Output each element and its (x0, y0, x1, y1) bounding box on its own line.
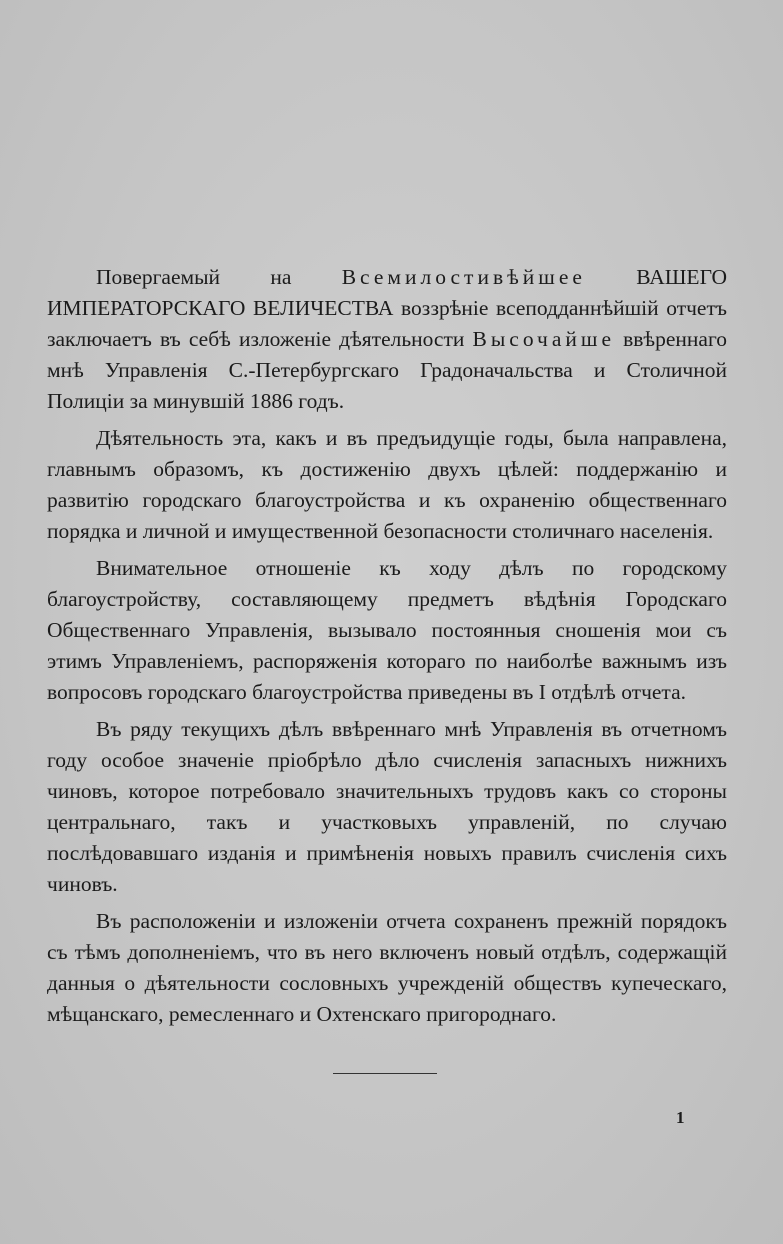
spaced-text-run: Всемилостивѣйшее (341, 265, 586, 289)
text-run: ВАШЕГО ИМПЕРАТОРСКАГО ВЕЛИЧЕСТВА воззрѣніе всеподданнѣйшій отчетъ заключаетъ въ себѣ изложеніе дѣятельности (47, 265, 727, 351)
text-run: Внимательное отношеніе къ ходу дѣлъ по городскому благоустройству, составляющему предметъ вѣдѣнія Городскаго Общественнаго Управленія, вызывало постоянныя сношенія мои съ этимъ Управленіемъ, распоряженія котораго по наиболѣе важнымъ изъ вопросовъ городскаго благоустройства приведены въ I отдѣлѣ отчета. (47, 556, 727, 704)
section-separator-rule (333, 1073, 437, 1074)
paragraph-3 (47, 553, 727, 708)
paragraph-5 (47, 906, 727, 1030)
spaced-text-run: Высочайше (472, 327, 615, 351)
paragraph-4 (47, 714, 727, 900)
text-run: Повергаемый на (96, 265, 342, 289)
text-run: Въ расположеніи и изложеніи отчета сохраненъ прежній порядокъ съ тѣмъ дополненіемъ, что въ него включенъ новый отдѣлъ, содержащій данныя о дѣятельности сословныхъ учрежденій обществъ купеческаго, мѣщанскаго, ремесленнаго и Охтенскаго пригороднаго. (47, 909, 727, 1026)
text-run: Въ ряду текущихъ дѣлъ ввѣреннаго мнѣ Управленія въ отчетномъ году особое значеніе пріобрѣло дѣло счисленія запасныхъ нижнихъ чиновъ, которое потребовало значительныхъ трудовъ какъ со стороны центральнаго, такъ и участковыхъ управленій, по случаю послѣдовавшаго изданія и примѣненія новыхъ правилъ счисленія сихъ чиновъ. (47, 717, 727, 896)
page-number: 1 (676, 1108, 685, 1127)
text-run: ввѣреннаго мнѣ Управленія С.-Петербургскаго Градоначальства и Столичной Полиціи за минувшій 1886 годъ. (47, 327, 727, 413)
paragraph-1 (47, 262, 727, 417)
text-run: Дѣятельность эта, какъ и въ предъидущіе годы, была направлена, главнымъ образомъ, къ достиженію двухъ цѣлей: поддержанію и развитію городскаго благоустройства и къ охраненію общественнаго порядка и личной и имущественной безопасности столичнаго населенія. (47, 426, 727, 543)
paragraph-2 (47, 423, 727, 547)
body-text (47, 262, 727, 1036)
